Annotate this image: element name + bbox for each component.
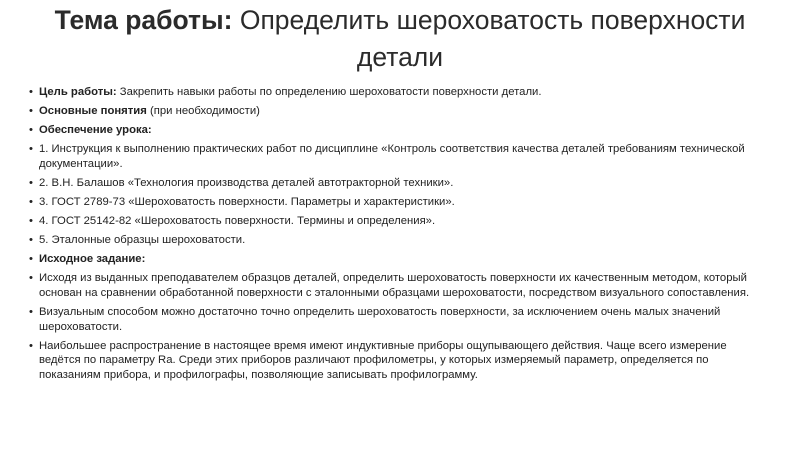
- bullet-text: 5. Эталонные образцы шероховатости.: [39, 234, 246, 247]
- bullet-instruments: [30, 339, 765, 383]
- slide-title: [20, 2, 780, 76]
- bullet-text: 2. В.Н. Балашов «Технология производства деталей автотракторной техники».: [39, 176, 454, 189]
- bullet-text: 1. Инструкция к выполнению практических работ по дисциплине «Контроль соответствия качества деталей требованиям технической документации».: [39, 143, 745, 170]
- bullet-task: [30, 252, 765, 267]
- bullet-text: (при необходимости): [146, 105, 260, 118]
- bullet-ref-4: [30, 214, 765, 229]
- bullet-text: Наибольшее распространение в настоящее время имеют индуктивные приборы ощупывающего действия. Чаще всего измерение ведётся по параметру Ra. Среди этих приборов различают профилометры, у которых измеряемый параметр, определяется по показаниям прибора, и профилографы, позволяющие записывать профилограмму.: [39, 339, 727, 381]
- bullet-label: Обеспечение урока:: [39, 124, 152, 137]
- bullet-label: Цель работы:: [39, 86, 117, 98]
- bullet-list: [30, 85, 765, 387]
- bullet-ref-2: [30, 176, 765, 191]
- bullet-text: Исходя из выданных преподавателем образцов деталей, определить шероховатость поверхности их качественным методом, который основан на сравнении обработанной поверхности с эталонными образцами шероховатости, посредством визуального сопоставления.: [39, 272, 750, 300]
- bullet-ref-1: [30, 142, 765, 171]
- bullet-text: Закрепить навыки работы по определению шероховатости поверхности детали.: [116, 86, 542, 98]
- title-text: Определить шероховатость поверхности детали: [232, 5, 746, 72]
- bullet-text: 3. ГОСТ 2789-73 «Шероховатость поверхности. Параметры и характеристики».: [39, 196, 455, 209]
- bullet-concepts: [30, 104, 765, 119]
- bullet-provision: [30, 123, 765, 138]
- bullet-ref-5: [30, 233, 765, 248]
- bullet-text: 4. ГОСТ 25142-82 «Шероховатость поверхности. Термины и определения».: [39, 215, 436, 228]
- bullet-text: Визуальным способом можно достаточно точно определить шероховатость поверхности, за исключением очень малых значений шероховатости.: [39, 306, 721, 333]
- bullet-visual: [30, 305, 765, 334]
- title-bold: Тема работы:: [54, 5, 233, 35]
- bullet-ref-3: [30, 195, 765, 210]
- bullet-label: Основные понятия: [39, 105, 147, 118]
- bullet-goal: [30, 85, 765, 100]
- bullet-task-text: [30, 271, 765, 300]
- bullet-label: Исходное задание:: [39, 253, 146, 266]
